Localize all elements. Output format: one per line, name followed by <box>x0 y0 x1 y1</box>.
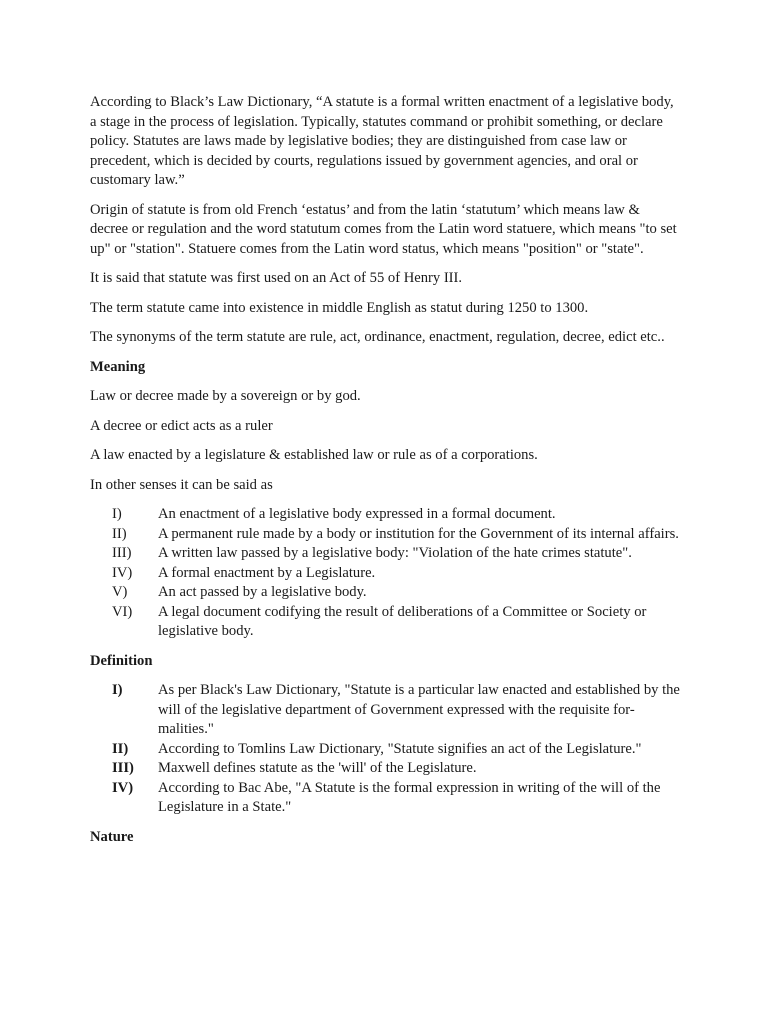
list-item-text: An enactment of a legislative body expressed in a formal document. <box>158 506 556 522</box>
intro-paragraph: According to Black’s Law Dictionary, “A statute is a formal written enactment of a legislative body, a stage in the process of legislation. Typically, statutes command or prohibit something, or declare policy. Statutes are laws made by legislative bodies; they are distinguished from case law or precedent, which is decided by courts, regulations issued by government agencies, and oral or customary law.” <box>90 94 674 188</box>
list-item-text: An act passed by a legislative body. <box>158 584 367 600</box>
list-item <box>90 525 680 545</box>
meaning-heading: Meaning <box>90 358 146 375</box>
list-item-text: A permanent rule made by a body or institution for the Government of its internal affairs. <box>158 525 679 542</box>
meaning-list <box>90 505 680 642</box>
list-item <box>90 505 680 525</box>
list-item <box>90 681 680 740</box>
meaning-paragraph: A law enacted by a legislature & established law or rule as of a corporations. <box>90 447 538 463</box>
middle-english-paragraph: The term statute came into existence in middle English as statut during 1250 to 1300. <box>90 299 589 316</box>
document-page <box>90 93 680 857</box>
list-item-number: III) <box>112 545 132 561</box>
list-item-number: II) <box>112 525 127 542</box>
list-item-number: IV) <box>112 564 133 581</box>
list-item <box>90 779 680 818</box>
list-item-text: According to Bac Abe, "A Statute is the formal expression in writing of the will of the Legislature in a State." <box>158 779 661 815</box>
list-item-text: A written law passed by a legislative body: "Violation of the hate crimes statute". <box>158 545 632 561</box>
definition-heading: Definition <box>90 652 153 669</box>
list-item-text: A formal enactment by a Legislature. <box>158 564 376 581</box>
list-item-text: As per Black's Law Dictionary, "Statute is a particular law enacted and established by the will of the legislative department of Government expressed with the requisite for-malities." <box>158 682 680 737</box>
list-item-number: V) <box>112 584 128 600</box>
meaning-paragraph: In other senses it can be said as <box>90 476 273 493</box>
list-item-number: III) <box>112 760 134 776</box>
list-item-number: II) <box>112 740 129 757</box>
list-item-text: Maxwell defines statute as the 'will' of the Legislature. <box>158 760 477 776</box>
meaning-paragraph: Law or decree made by a sovereign or by god. <box>90 388 361 404</box>
list-item-number: I) <box>112 506 122 522</box>
list-item-text: According to Tomlins Law Dictionary, "Statute signifies an act of the Legislature." <box>158 740 642 757</box>
list-item <box>90 759 680 779</box>
list-item <box>90 564 680 584</box>
synonyms-paragraph: The synonyms of the term statute are rule, act, ordinance, enactment, regulation, decree, edict etc.. <box>90 329 665 345</box>
list-item <box>90 544 680 564</box>
list-item-number: I) <box>112 682 123 698</box>
nature-heading: Nature <box>90 828 134 845</box>
first-use-paragraph: It is said that statute was first used on an Act of 55 of Henry III. <box>90 270 463 286</box>
definition-list <box>90 681 680 818</box>
list-item <box>90 603 680 642</box>
origin-paragraph: Origin of statute is from old French ‘estatus’ and from the latin ‘statutum’ which means law & decree or regulation and the word statutum comes from the Latin word statuere, which means "to set up" or "station". Statuere comes from the Latin word status, which means "position" or "state". <box>90 201 677 257</box>
list-item-number: IV) <box>112 779 134 796</box>
meaning-paragraph: A decree or edict acts as a ruler <box>90 417 273 434</box>
list-item <box>90 583 680 603</box>
list-item-text: A legal document codifying the result of deliberations of a Committee or Society or legislative body. <box>158 603 647 639</box>
list-item-number: VI) <box>112 603 133 620</box>
list-item <box>90 740 680 760</box>
